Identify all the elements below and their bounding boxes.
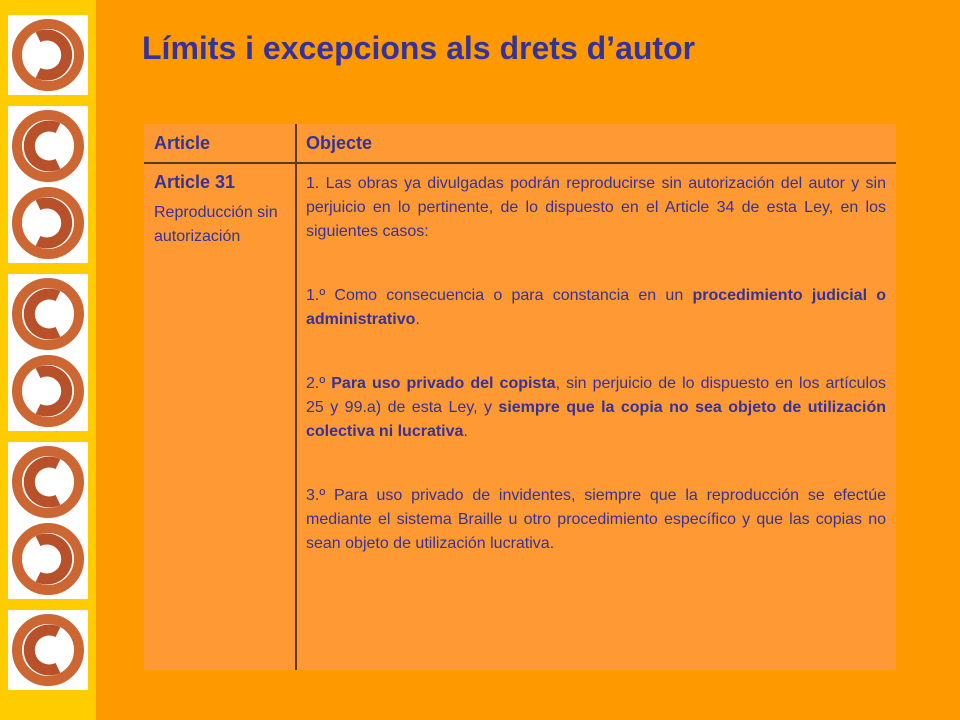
paragraph-intro xyxy=(306,172,886,244)
copyright-logo-icon xyxy=(8,106,88,186)
case-1-bold: procedimiento judicial o administrativo xyxy=(306,287,886,328)
copyright-logo-icon xyxy=(8,274,88,354)
case-1-text: 1.º Como consecuencia o para constancia en un xyxy=(306,287,693,304)
objecte-cell xyxy=(306,172,886,556)
content-table xyxy=(144,124,896,670)
case-2-bold-1: Para uso privado del copista xyxy=(331,375,556,392)
copyleft-logo-icon xyxy=(8,183,88,263)
case-3-text: 3.º Para uso privado de invidentes, siempre que la reproducción se efectúe mediante el sistema Braille u otro procedimiento específico y que las copias no sean objeto de utilización lucrativa. xyxy=(306,487,886,552)
header-article: Article xyxy=(154,133,211,153)
paragraph-intro-text: 1. Las obras ya divulgadas podrán reproducirse sin autorización del autor y sin perjuicio en lo pertinente, de lo dispuesto en el Article 34 de esta Ley, en los siguientes casos: xyxy=(306,175,886,240)
case-1-end: . xyxy=(415,311,420,328)
article-cell xyxy=(154,172,289,249)
page-title: Límits i excepcions als drets d’autor xyxy=(142,30,696,66)
paragraph-case-2 xyxy=(306,372,886,444)
column-divider xyxy=(295,124,297,670)
paragraph-case-3 xyxy=(306,484,886,556)
copyright-logo-icon xyxy=(8,610,88,690)
case-2-end: . xyxy=(463,423,468,440)
copyright-logo-icon xyxy=(8,442,88,522)
copyleft-logo-icon xyxy=(8,351,88,431)
copyleft-logo-icon xyxy=(8,519,88,599)
article-title: Article 31 xyxy=(154,172,236,192)
case-2-bold-2: siempre que la copia no sea objeto de utilización colectiva ni lucrativa xyxy=(306,399,886,440)
table-header-row xyxy=(144,124,896,164)
paragraph-case-1 xyxy=(306,284,886,332)
article-subtitle: Reproducción sin autorización xyxy=(154,204,278,245)
case-2-number: 2.º xyxy=(306,375,332,392)
copyleft-logo-icon xyxy=(8,15,88,95)
header-objecte: Objecte xyxy=(306,133,373,153)
case-2-text: , sin perjuicio de lo dispuesto en los artículos 25 y 99.a) de esta Ley, y xyxy=(306,375,886,416)
